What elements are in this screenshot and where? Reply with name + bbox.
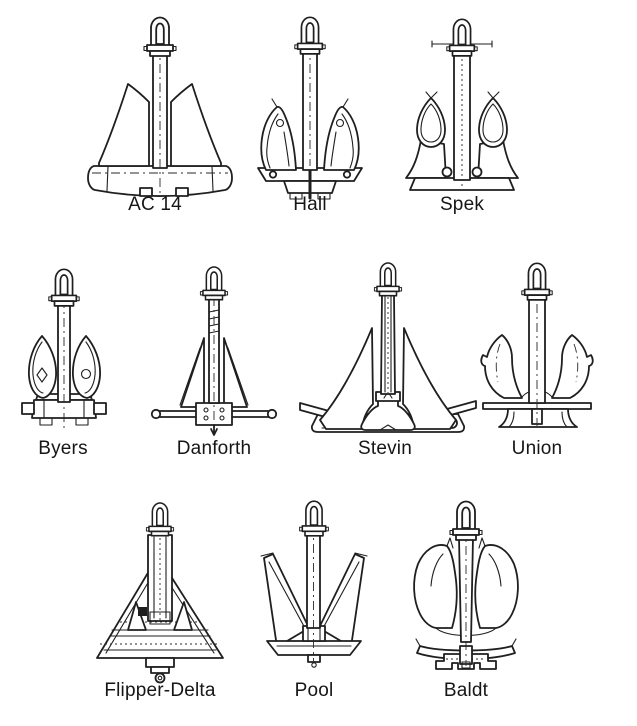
- anchor-label-baldt: Baldt: [443, 680, 489, 701]
- anchor-label-ac14: AC 14: [128, 194, 182, 215]
- ac14-anchor-drawing: [88, 18, 232, 197]
- anchor-label-spek: Spek: [439, 194, 485, 215]
- anchor-label-danforth: Danforth: [176, 438, 252, 459]
- anchor-label-union: Union: [511, 438, 563, 459]
- anchor-label-pool: Pool: [294, 680, 334, 701]
- baldt-anchor-drawing: [414, 502, 518, 670]
- anchor-label-stevin: Stevin: [357, 438, 412, 459]
- pool-anchor-drawing: [261, 501, 367, 667]
- anchor-label-byers: Byers: [38, 438, 88, 459]
- anchor-label-flipper-delta: Flipper-Delta: [104, 680, 216, 701]
- anchor-label-hall: Hall: [293, 194, 327, 215]
- stevin-anchor-drawing: [300, 263, 476, 432]
- union-anchor-drawing: [481, 263, 592, 427]
- flipper-delta-anchor-drawing: [97, 503, 223, 683]
- byers-anchor-drawing: [22, 269, 106, 428]
- spek-anchor-drawing: [406, 19, 518, 190]
- hall-anchor-drawing: [258, 17, 362, 199]
- danforth-anchor-drawing: [152, 267, 276, 435]
